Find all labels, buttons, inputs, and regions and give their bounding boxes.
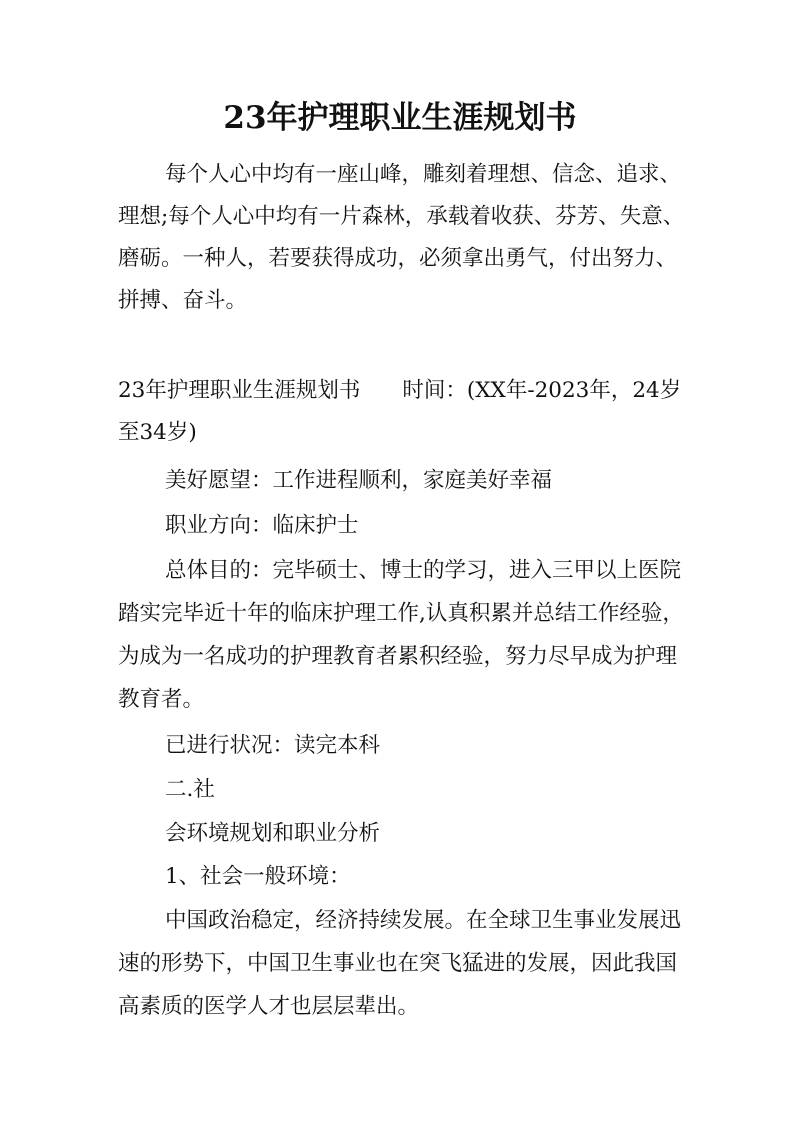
env-line-1: 中国政治稳定，经济持续发展。在全球卫生事业发展迅 [165,908,682,933]
status-line: 已进行状况：读完本科 [165,733,381,758]
goal-line-2: 踏实完毕近十年的临床护理工作,认真积累并总结工作经验， [118,601,684,626]
section2-line-b: 会环境规划和职业分析 [165,821,381,846]
plan-heading [118,376,681,406]
document-title: 23年护理职业生涯规划书 [223,100,577,136]
direction-line: 职业方向：临床护士 [165,513,359,538]
env-line-2: 速的形势下，中国卫生事业也在突飞猛进的发展，因此我国 [118,951,678,976]
intro-line-4: 拼搏、奋斗。 [118,288,248,313]
intro-line-1: 每个人心中均有一座山峰，雕刻着理想、信念、追求、 [165,162,682,187]
section2-line-a: 二.社 [165,777,215,802]
plan-heading-time-cont: 至34岁) [118,420,197,445]
plan-heading-name: 23年护理职业生涯规划书 [118,378,361,403]
intro-line-2: 理想;每个人心中均有一片森林，承载着收获、芬芳、失意、 [118,204,685,229]
goal-line-1: 总体目的：完毕硕士、博士的学习，进入三甲以上医院 [165,558,682,583]
subsection1-heading: 1、社会一般环境： [165,864,351,889]
wish-line: 美好愿望：工作进程顺利，家庭美好幸福 [165,468,553,493]
env-line-3: 高素质的医学人才也层层辈出。 [118,994,420,1019]
intro-line-3: 磨砺。一种人，若要获得成功，必须拿出勇气，付出努力、 [118,246,678,271]
goal-line-3: 为成为一名成功的护理教育者累积经验，努力尽早成为护理 [118,644,678,669]
plan-heading-time: 时间：(XX年-2023年，24岁 [402,378,682,403]
goal-line-4: 教育者。 [118,687,205,712]
